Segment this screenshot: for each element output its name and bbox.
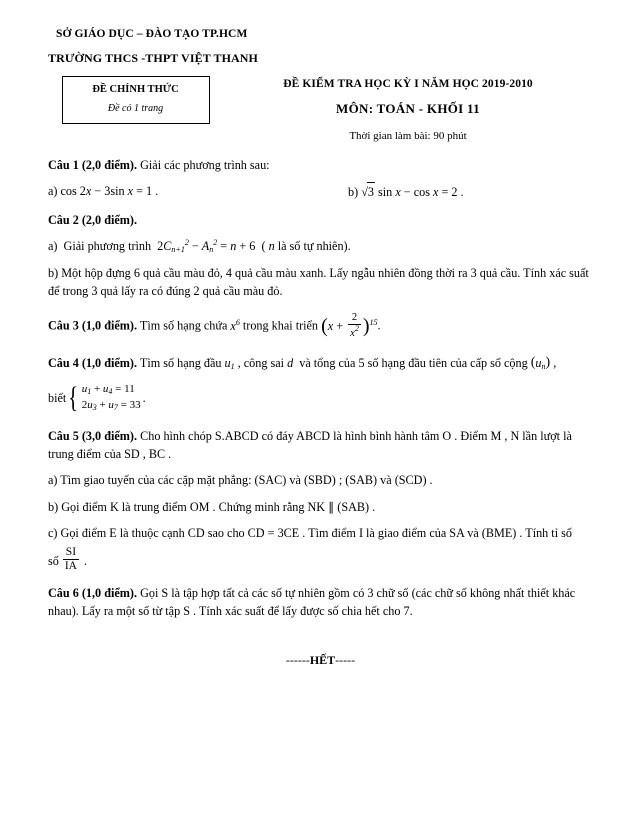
- question-5c-text: c) Gọi điểm E là thuộc cạnh CD sao cho CD = 3CE . Tìm điểm I là giao điểm của SA và (BME) . Tính tỉ số: [48, 526, 572, 541]
- question-1-parts: [48, 182, 593, 201]
- official-box-note: Đề có 1 trang: [107, 103, 164, 114]
- question-3-expression: (x + $\frac{2}{x^2}$ )$^{15}$: [321, 312, 378, 340]
- header-row: [48, 72, 593, 142]
- exam-meta: [223, 72, 593, 142]
- question-2a: a) Giải phương trình $2C_{n+1}^2 - A_n^2 = n + 6$ ( n là số tự nhiên).: [48, 237, 351, 254]
- question-5c-ratio-row: [48, 547, 593, 574]
- question-5b: b) Gọi điểm K là trung điểm OM . Chứng minh rằng NK ∥ (SAB) .: [48, 499, 376, 514]
- end-marker-left: ------: [285, 652, 310, 667]
- question-1: [48, 156, 593, 174]
- question-1b-expr: √3 sin x − cos x = 2 .: [361, 185, 463, 199]
- question-3-monomial: $x^6$: [230, 318, 240, 334]
- question-6-text: Gọi S là tập hợp tất cả các số tự nhiên gồm có 3 chữ số (các chữ số không nhất thiết khác nhau). Lấy ra một số từ tập S . Tính xác suất để lấy được số chia hết cho 7.: [48, 586, 576, 619]
- question-6-label: Câu 6 (1,0 điểm).: [48, 586, 138, 601]
- exam-subject: MÔN: TOÁN - KHỐI 11: [336, 101, 480, 116]
- question-5c-ratio-num: SI: [65, 546, 77, 559]
- exam-body: [48, 156, 593, 669]
- question-2b: b) Một hộp đựng 6 quả cầu màu đỏ, 4 quả cầu màu xanh. Lấy ngẫu nhiên đồng thời ra 3 quả cầu. Tính xác suất để trong 3 quả lấy ra có đúng 2 quả cầu màu đỏ.: [48, 265, 589, 299]
- school-heading: TRƯỜNG THCS -THPT VIỆT THANH: [48, 51, 258, 65]
- department-heading: SỞ GIÁO DỤC – ĐÀO TẠO TP.HCM: [56, 28, 248, 40]
- question-4-label: Câu 4 (1,0 điểm).: [48, 355, 138, 370]
- question-4-system-row: [48, 382, 593, 414]
- question-3-label: Câu 3 (1,0 điểm).: [48, 319, 138, 334]
- question-4-system-line-2: $2u_3 + u_7 = 33$: [81, 398, 141, 412]
- question-5-label: Câu 5 (3,0 điểm).: [48, 428, 138, 443]
- question-1a: [48, 182, 348, 201]
- question-3-text-mid: trong khai triển: [242, 319, 319, 334]
- question-4-system-end: .: [142, 390, 146, 405]
- question-1a-expr: cos 2x − 3sin x = 1 .: [60, 184, 159, 199]
- question-1-label: Câu 1 (2,0 điểm).: [48, 158, 138, 172]
- official-box-title: ĐỀ CHÍNH THỨC: [92, 84, 179, 95]
- exam-duration: Thời gian làm bài: 90 phút: [349, 130, 467, 142]
- question-3: [48, 313, 593, 341]
- question-5: [48, 427, 593, 464]
- question-4-text: Tìm số hạng đầu $u_1$ , công sai d và tổng của 5 số hạng đầu tiên của cấp số cộng $(u_n)$ ,: [139, 354, 557, 371]
- question-5a: a) Tìm giao tuyến của các cặp mặt phẳng: (SAC) và (SBD) ; (SAB) và (SCD) .: [48, 473, 433, 488]
- end-marker-right: -----: [335, 652, 356, 667]
- question-5-intro: Cho hình chóp S.ABCD có đáy ABCD là hình bình hành tâm O . Điểm M , N lần lượt là trung điểm của SD , BC .: [48, 428, 572, 462]
- end-marker-word: HẾT: [309, 652, 336, 667]
- official-exam-box: [62, 76, 210, 124]
- question-4-system: [66, 382, 140, 414]
- question-2-label: Câu 2 (2,0 điểm).: [48, 212, 138, 227]
- exam-title: ĐỀ KIỂM TRA HỌC KỲ I NĂM HỌC 2019-2010: [283, 78, 533, 90]
- official-box-wrap: [48, 72, 223, 124]
- question-6: [48, 584, 593, 621]
- question-1b: [348, 182, 593, 201]
- question-5c-ratio-label: số: [48, 553, 59, 568]
- question-3-text-after: .: [377, 319, 381, 334]
- question-4: [48, 354, 593, 373]
- question-4-biet: biết: [48, 390, 67, 405]
- question-1b-tag: b): [348, 185, 359, 200]
- question-2: [48, 211, 593, 229]
- end-marker: [48, 651, 593, 669]
- question-5c-ratio: [63, 546, 79, 573]
- question-5c: [48, 524, 593, 542]
- question-1a-tag: a): [48, 184, 58, 199]
- brace-icon: {: [68, 381, 79, 415]
- question-4-system-line-1: $u_1 + u_4 = 11$: [81, 382, 135, 396]
- question-3-text-before: Tìm số hạng chứa: [139, 319, 228, 334]
- question-1-prompt: Giải các phương trình sau:: [140, 158, 270, 172]
- question-5c-ratio-end: .: [83, 553, 88, 568]
- question-5c-ratio-den: IA: [64, 560, 77, 573]
